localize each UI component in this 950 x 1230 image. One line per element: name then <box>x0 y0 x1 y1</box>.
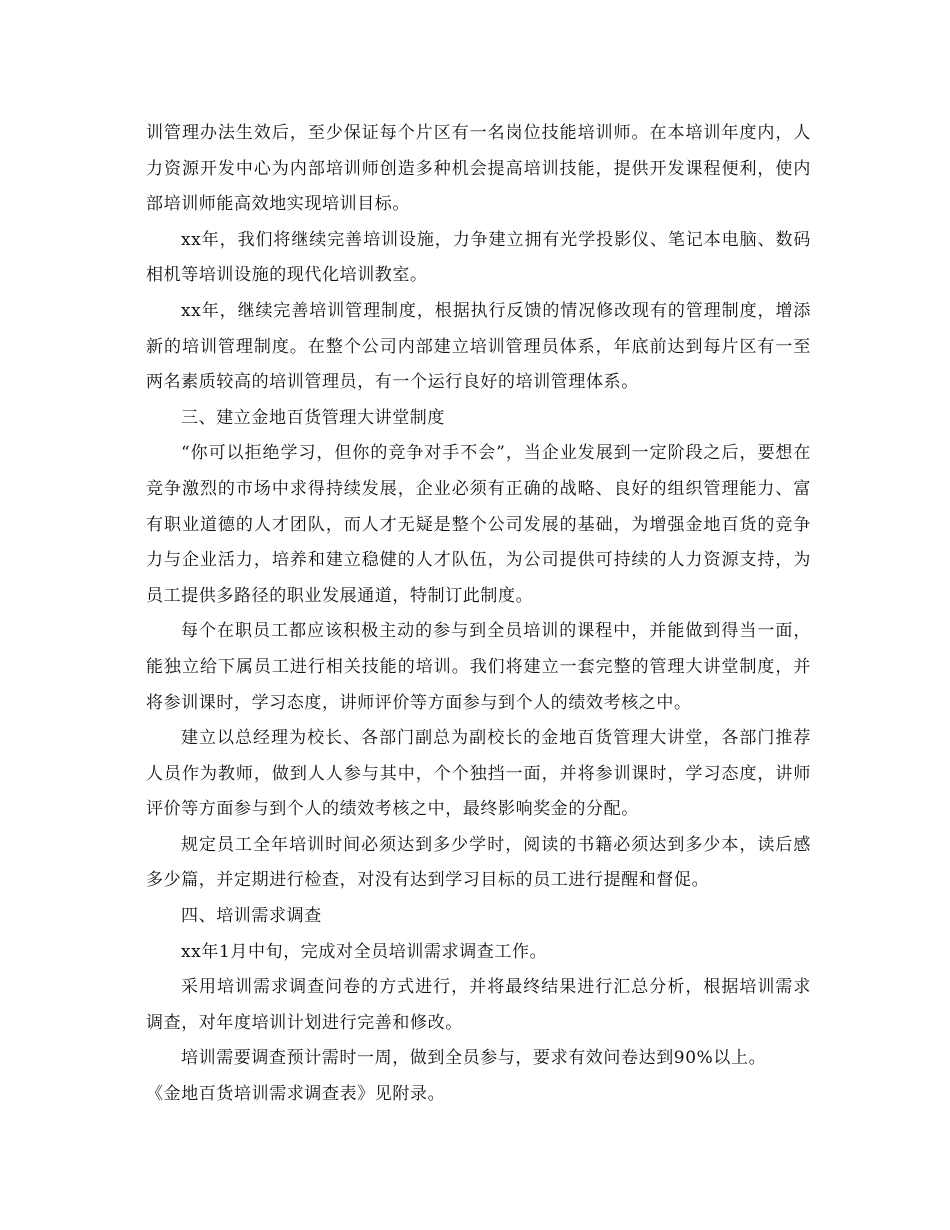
paragraph-employee-participation: 每个在职员工都应该积极主动的参与到全员培训的课程中，并能做到得当一面，能独立给下属员工进行相关技能的培训。我们将建立一套完整的管理大讲堂制度，并将参训课时，学习态度，讲师评价等方面参与到个人的绩效考核之中。 <box>146 621 811 713</box>
paragraph-training-facilities: xx年，我们将继续完善培训设施，力争建立拥有光学投影仪、笔记本电脑、数码相机等培训设施的现代化培训教室。 <box>146 229 811 286</box>
paragraph-management-system: xx年，继续完善培训管理制度，根据执行反馈的情况修改现有的管理制度，增添新的培训管理制度。在整个公司内部建立培训管理员体系，年底前达到每片区有一至两名素质较高的培训管理员，有一个运行良好的培训管理体系。 <box>146 300 811 393</box>
paragraph-study-hours: 规定员工全年培训时间必须达到多少学时，阅读的书籍必须达到多少本，读后感多少篇，并定期进行检查，对没有达到学习目标的员工进行提醒和督促。 <box>146 834 811 891</box>
paragraph-competition-quote: “你可以拒绝学习，但你的竞争对手不会”，当企业发展到一定阶段之后，要想在竞争激烈的市场中求得持续发展，企业必须有正确的战略、良好的组织管理能力、富有职业道德的人才团队，而人才无疑是整个公司发展的基础，为增强金地百货的竞争力与企业活力，培养和建立稳健的人才队伍，为公司提供可持续的人力资源支持，为员工提供多路径的职业发展通道，特制订此制度。 <box>146 443 811 606</box>
paragraph-survey-method: 采用培训需求调查问卷的方式进行，并将最终结果进行汇总分析，根据培训需求调查，对年度培训计划进行完善和修改。 <box>146 977 811 1033</box>
section-heading-4: 四、培训需求调查 <box>181 906 322 927</box>
document-body <box>146 116 811 1113</box>
paragraph-survey-duration: 培训需要调查预计需时一周，做到全员参与，要求有效问卷达到90%以上。 <box>181 1048 767 1069</box>
paragraph-appendix-reference: 《金地百货培训需求调查表》见附录。 <box>146 1084 446 1105</box>
section-heading-3: 三、建立金地百货管理大讲堂制度 <box>181 407 445 428</box>
paragraph-survey-date: xx年1月中旬，完成对全员培训需求调查工作。 <box>181 941 548 962</box>
paragraph-lecture-hall: 建立以总经理为校长、各部门副总为副校长的金地百货管理大讲堂，各部门推荐人员作为教师，做到人人参与其中，个个独挡一面，并将参训课时，学习态度，讲师评价等方面参与到个人的绩效考核之中，最终影响奖金的分配。 <box>146 728 811 820</box>
paragraph-continuation: 训管理办法生效后，至少保证每个片区有一名岗位技能培训师。在本培训年度内，人力资源开发中心为内部培训师创造多种机会提高培训技能，提供开发课程便利，使内部培训师能高效地实现培训目标。 <box>146 123 811 215</box>
